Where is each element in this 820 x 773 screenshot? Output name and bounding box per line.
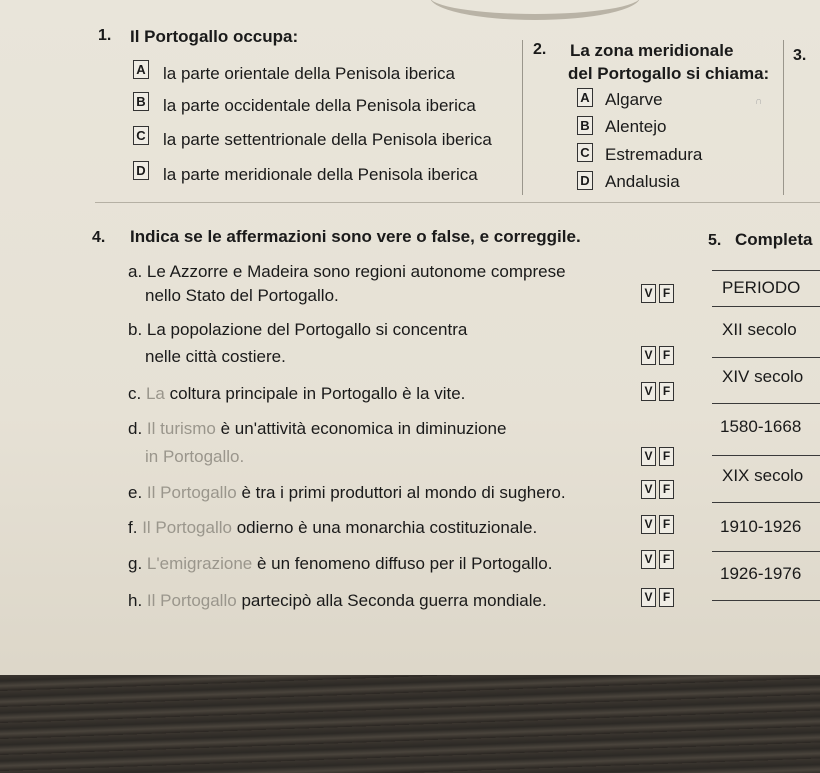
statement-g-letter: g. [128, 554, 143, 573]
q1-option-d-box[interactable]: D [133, 161, 149, 180]
q1-option-a-text: la parte orientale della Penisola iberica [163, 64, 456, 83]
q5-rule-5 [712, 502, 820, 503]
q2-option-d-text: Andalusia [605, 172, 680, 191]
q5-number: 5. [708, 232, 722, 249]
q4-number: 4. [92, 229, 106, 246]
period-6: 1926-1976 [720, 564, 802, 583]
statement-e-text1: è tra i primi produttori al mondo di sughero. [241, 483, 566, 502]
statement-b-f-box[interactable]: F [659, 346, 674, 365]
statement-d-faded: Il turismo [146, 419, 216, 438]
q5-header: PERIODO [722, 278, 801, 297]
q1-option-b-text: la parte occidentale della Penisola iberica [163, 96, 476, 115]
statement-g-f-box[interactable]: F [659, 550, 674, 569]
statement-g-text1: è un fenomeno diffuso per il Portogallo. [256, 554, 553, 573]
q1-option-a-box[interactable]: A [133, 60, 149, 79]
q1-option-d-text: la parte meridionale della Penisola iberica [163, 165, 478, 184]
q4-title: Indica se le affermazioni sono vere o false, e correggile. [130, 227, 581, 246]
q1-number: 1. [98, 27, 112, 44]
statement-c-line1 [128, 384, 465, 404]
q5-header-rule [712, 270, 820, 271]
statement-d-f-box[interactable]: F [659, 447, 674, 466]
statement-b-line1 [128, 320, 467, 340]
q1-option-b-box[interactable]: B [133, 92, 149, 111]
statement-h-f-box[interactable]: F [659, 588, 674, 607]
q1-option-c-box[interactable]: C [133, 126, 149, 145]
statement-a-text1: Le Azzorre e Madeira sono regioni autonome comprese [146, 262, 566, 281]
statement-b-line2: nelle città costiere. [145, 347, 286, 366]
statement-e-f-box[interactable]: F [659, 480, 674, 499]
period-4: XIX secolo [722, 466, 804, 485]
statement-e-letter: e. [128, 483, 143, 502]
q1-option-c-text: la parte settentrionale della Penisola iberica [163, 130, 492, 149]
statement-f-line1 [128, 518, 537, 538]
q2-title-line1: La zona meridionale [570, 41, 734, 60]
statement-f-letter: f. [128, 518, 138, 537]
q5-rule-6 [712, 551, 820, 552]
desk-surface [0, 675, 820, 773]
statement-a-line1 [128, 262, 566, 282]
q2-option-c-box[interactable]: C [577, 143, 593, 162]
statement-e-faded: Il Portogallo [146, 483, 237, 502]
q2-option-d-box[interactable]: D [577, 171, 593, 190]
statement-b-v-box[interactable]: V [641, 346, 656, 365]
q5-rule-4 [712, 455, 820, 456]
period-5: 1910-1926 [720, 517, 802, 536]
statement-f-f-box[interactable]: F [659, 515, 674, 534]
q2-option-b-text: Alentejo [605, 117, 667, 136]
column-divider-2 [783, 40, 784, 195]
q2-option-a-box[interactable]: A [577, 88, 593, 107]
statement-h-faded: Il Portogallo [146, 591, 237, 610]
statement-f-faded: Il Portogallo [142, 518, 232, 537]
q2-option-b-box[interactable]: B [577, 116, 593, 135]
q2-title-line2: del Portogallo si chiama: [568, 64, 770, 83]
header-banner-decoration [430, 0, 640, 20]
statement-h-line1 [128, 591, 547, 611]
period-1: XII secolo [722, 320, 797, 339]
q2-option-c-text: Estremadura [605, 145, 703, 164]
q5-rule-7 [712, 600, 820, 601]
statement-h-text1: partecipò alla Seconda guerra mondiale. [241, 591, 547, 610]
statement-g-line1 [128, 554, 552, 574]
statement-c-letter: c. [128, 384, 142, 403]
statement-g-v-box[interactable]: V [641, 550, 656, 569]
statement-a-v-box[interactable]: V [641, 284, 656, 303]
q5-title: Completa [735, 230, 813, 249]
statement-f-text1: odierno è una monarchia costituzionale. [236, 518, 538, 537]
statement-f-v-box[interactable]: V [641, 515, 656, 534]
statement-h-letter: h. [128, 591, 143, 610]
q2-number: 2. [533, 41, 547, 58]
q5-rule-3 [712, 403, 820, 404]
pencil-mark: ∩ [755, 96, 763, 107]
statement-b-letter: b. [128, 320, 143, 339]
statement-c-faded: La [145, 384, 165, 403]
period-2: XIV secolo [722, 367, 804, 386]
statement-e-v-box[interactable]: V [641, 480, 656, 499]
statement-a-line2: nello Stato del Portogallo. [145, 286, 339, 305]
q1-title: Il Portogallo occupa: [130, 27, 299, 46]
statement-c-v-box[interactable]: V [641, 382, 656, 401]
statement-e-line1 [128, 483, 566, 503]
statement-c-text1: coltura principale in Portogallo è la vite. [169, 384, 466, 403]
statement-b-text1: La popolazione del Portogallo si concentra [146, 320, 468, 339]
statement-c-f-box[interactable]: F [659, 382, 674, 401]
statement-d-line2: in Portogallo. [145, 447, 245, 466]
q3-number: 3. [793, 47, 807, 64]
q5-rule-1 [712, 306, 820, 307]
statement-g-faded: L'emigrazione [146, 554, 253, 573]
q2-option-a-text: Algarve [605, 90, 663, 109]
statement-d-line1 [128, 419, 506, 439]
statement-a-letter: a. [128, 262, 143, 281]
q5-rule-2 [712, 357, 820, 358]
statement-d-letter: d. [128, 419, 143, 438]
statement-h-v-box[interactable]: V [641, 588, 656, 607]
statement-a-f-box[interactable]: F [659, 284, 674, 303]
section-rule [95, 202, 820, 203]
column-divider-1 [522, 40, 523, 195]
statement-d-v-box[interactable]: V [641, 447, 656, 466]
period-3: 1580-1668 [720, 417, 802, 436]
statement-d-text1: è un'attività economica in diminuzione [220, 419, 507, 438]
